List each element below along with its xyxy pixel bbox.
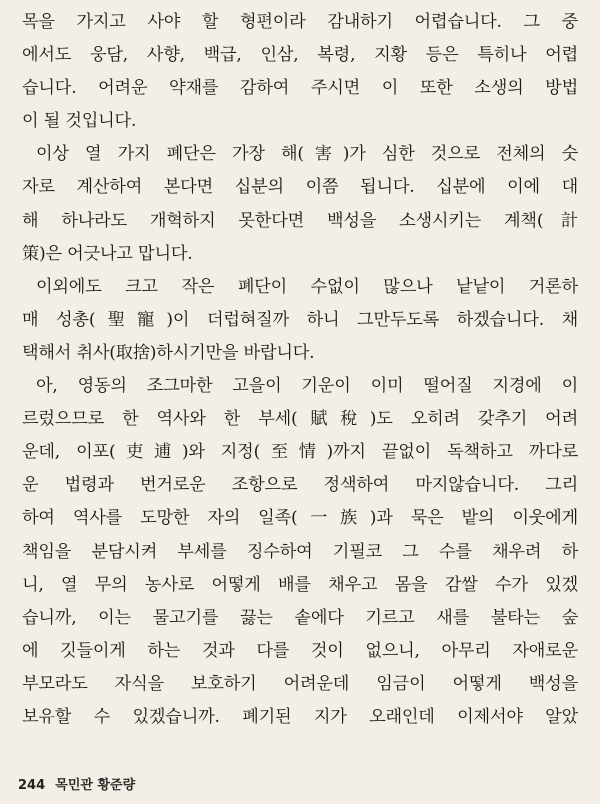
page-number: 244	[18, 778, 46, 793]
text-line: 하여 역사를 도망한 자의 일족(一族)과 묵은 밭의 이웃에게	[22, 508, 578, 529]
text-line: 策)은 어긋나고 맙니다.	[22, 243, 193, 264]
text-line: 이외에도 크고 작은 폐단이 수없이 많으나 낱낱이 거론하	[36, 276, 578, 297]
text-line: 매 성총(聖寵)이 더럽혀질까 하니 그만두도록 하겠습니다. 채	[22, 309, 578, 330]
text-line: 습니까, 이는 물고기를 끓는 솥에다 기르고 새를 불타는 숲	[22, 607, 578, 628]
text-line: 아, 영동의 조그마한 고을이 기운이 이미 떨어질 지경에 이	[36, 376, 578, 397]
text-line: 보유할 수 있겠습니까. 폐기된 지가 오래인데 이제서야 알았	[22, 706, 578, 727]
page-footer	[18, 774, 135, 793]
text-line: 습니다. 어려운 약재를 감하여 주시면 이 또한 소생의 방법	[22, 78, 578, 99]
text-line: 에서도 웅담, 사향, 백급, 인삼, 복령, 지황 등은 특히나 어렵	[22, 45, 578, 66]
text-line: 부모라도 자식을 보호하기 어려운데 임금이 어떻게 백성을	[22, 673, 578, 694]
text-line: 해 하나라도 개혁하지 못한다면 백성을 소생시키는 계책(計	[22, 210, 578, 231]
text-line: 운 법령과 번거로운 조항으로 정색하여 마지않습니다. 그리	[22, 475, 578, 496]
text-line: 책임을 분담시켜 부세를 징수하여 기필코 그 수를 채우려 하	[22, 541, 578, 562]
body-text	[22, 6, 578, 734]
text-line: 택해서 취사(取捨)하시기만을 바랍니다.	[22, 342, 315, 363]
book-title: 목민관 황준량	[55, 778, 136, 793]
text-line: 이 될 것입니다.	[22, 111, 137, 132]
text-line: 목을 가지고 사야 할 형편이라 감내하기 어렵습니다. 그 중	[22, 12, 578, 32]
text-line: 이상 열 가지 폐단은 가장 해(害)가 심한 것으로 전체의 숫	[36, 144, 578, 165]
text-line: 에 깃들이게 하는 것과 다를 것이 없으니, 아무리 자애로운	[22, 640, 578, 661]
text-line: 운데, 이포(吏逋)와 지정(至情)까지 끝없이 독책하고 까다로	[22, 442, 578, 463]
text-line: 니, 열 무의 농사로 어떻게 배를 채우고 몸을 감쌀 수가 있겠	[22, 574, 578, 595]
text-line: 자로 계산하여 본다면 십분의 이쯤 됩니다. 십분에 이에 대	[22, 177, 578, 198]
text-line: 르렀으므로 한 역사와 한 부세(賦稅)도 오히려 갖추기 어려	[22, 409, 578, 430]
